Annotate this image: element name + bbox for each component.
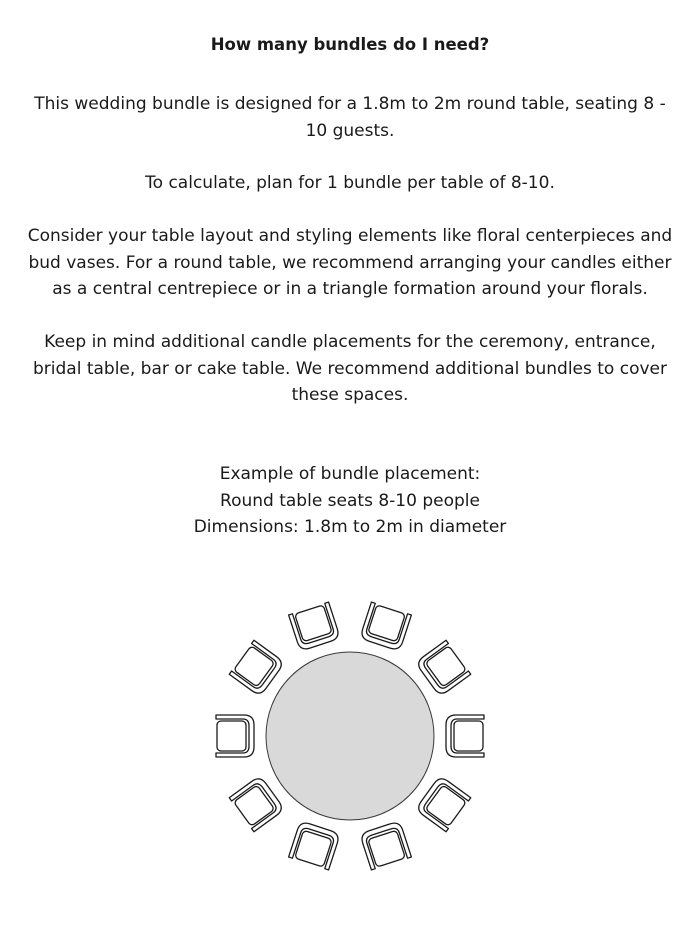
chair-7 [289, 821, 341, 870]
paragraph-calculate: To calculate, plan for 1 bundle per table of 8-10. [145, 173, 555, 193]
chair-seat [454, 721, 483, 751]
example-block [0, 461, 700, 541]
chair-2 [360, 602, 412, 651]
example-dimensions: Dimensions: 1.8m to 2m in diameter [193, 517, 507, 537]
chair-3 [415, 640, 470, 696]
chair-9 [216, 715, 254, 757]
paragraph-additional-placements: Keep in mind additional candle placements for the ceremony, entrance, bridal table, bar or cake table. We recommend additional bundles to cover these spaces. [32, 332, 667, 405]
example-seating: Round table seats 8-10 people [220, 490, 480, 511]
chair-1 [289, 602, 341, 651]
chair-4 [446, 715, 484, 757]
page-heading: How many bundles do I need? [210, 35, 490, 54]
paragraph-bundle-design: This wedding bundle is designed for a 1.8m to 2m round table, seating 8 - 10 guests. [34, 94, 666, 141]
chair-8 [229, 775, 284, 831]
chair-seat [217, 721, 246, 751]
chair-5 [415, 775, 470, 831]
paragraph-layout-advice: Consider your table layout and styling elements like floral centerpieces and bud vases. For a round table, we recommend arranging your candles either as a central centrepiece or in a triangle formation around your florals. [27, 226, 673, 299]
chair-6 [360, 821, 412, 870]
example-title: Example of bundle placement: [219, 464, 481, 484]
round-table-diagram [200, 588, 500, 888]
round-table [266, 652, 434, 820]
chair-10 [229, 640, 284, 696]
